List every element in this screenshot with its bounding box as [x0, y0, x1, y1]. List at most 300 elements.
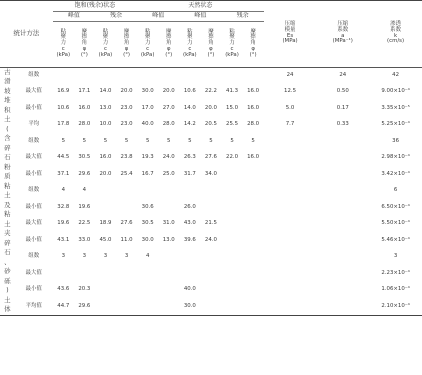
table-cell: 5 — [230, 137, 234, 144]
table-cell: 14.0 — [183, 104, 196, 111]
column-header-char: 摩 — [208, 28, 214, 35]
table-cell — [221, 282, 242, 299]
table-cell — [316, 183, 369, 200]
column-header — [179, 21, 200, 67]
column-header-char: 擦 — [250, 34, 256, 41]
column-header-char: 聚 — [144, 34, 151, 41]
table-cell — [200, 266, 221, 283]
column-header-char: φ — [166, 45, 171, 52]
table-cell: 27.0 — [162, 104, 175, 111]
table-cell: 23.0 — [120, 104, 133, 111]
soil-type-char: 滑 — [4, 77, 11, 85]
header-sub-residual-2: 残余 — [221, 11, 263, 21]
table-cell: 33.0 — [78, 236, 91, 243]
row-label: 平均值 — [25, 302, 42, 309]
table-cell — [179, 68, 200, 85]
table-cell: 0.33 — [336, 121, 349, 128]
column-header-char: 聚 — [60, 34, 66, 41]
table-cell: 16.0 — [247, 104, 260, 111]
column-header-char: 聚 — [102, 34, 109, 41]
column-header-char: 粘 — [229, 28, 235, 35]
soil-type-char: 积 — [4, 105, 11, 114]
column-header-char: (kPa) — [225, 51, 239, 58]
table-cell — [221, 233, 242, 250]
table-cell: 3 — [103, 253, 108, 260]
row-label: 最小值 — [25, 104, 42, 111]
table-cell — [221, 216, 242, 233]
table-cell — [221, 299, 242, 316]
table-cell — [243, 68, 264, 85]
table-cell: 3 — [82, 253, 87, 260]
table-cell — [316, 134, 369, 151]
table-row — [0, 216, 422, 233]
table-cell: 43.0 — [183, 220, 196, 227]
table-cell — [243, 282, 264, 299]
table-cell: 24.0 — [204, 236, 217, 243]
soil-type-char: 土 — [4, 115, 11, 123]
table-cell — [179, 183, 200, 200]
table-cell: 5 — [145, 137, 150, 144]
column-header-char: c — [230, 45, 234, 52]
table-cell: 30.0 — [141, 88, 154, 95]
table-cell: 5 — [124, 137, 129, 144]
table-cell — [137, 266, 158, 283]
table-cell: 17.0 — [141, 104, 154, 111]
header-sub-peak-3: 峰值 — [179, 11, 221, 21]
column-header-char: 粘 — [144, 28, 151, 35]
table-cell: 19.6 — [57, 220, 70, 227]
table-cell: 40.0 — [183, 286, 196, 293]
table-cell — [158, 266, 179, 283]
table-cell — [95, 282, 116, 299]
table-cell — [95, 266, 116, 283]
table-cell: 20.0 — [99, 170, 112, 177]
table-cell: 20.0 — [162, 88, 175, 95]
header-group-natural: 天然状态 — [137, 1, 264, 11]
table-cell — [316, 200, 369, 217]
table-cell: 42 — [392, 71, 399, 78]
table-cell: 43.6 — [57, 286, 70, 293]
table-cell: 31.7 — [183, 170, 196, 177]
column-header-char: c — [103, 45, 107, 52]
table-cell: 27.6 — [204, 154, 217, 161]
row-label: 最小值 — [25, 286, 42, 293]
table-cell — [264, 266, 317, 283]
table-cell — [243, 233, 264, 250]
table-row — [0, 249, 422, 266]
header-sub-peak-2: 峰值 — [137, 11, 179, 21]
table-cell: 3 — [393, 253, 398, 260]
soil-type-char: ( — [6, 124, 9, 133]
table-cell — [243, 266, 264, 283]
table-cell: 10.0 — [99, 121, 112, 128]
soil-type-char: 粉 — [4, 162, 11, 171]
table-cell — [137, 299, 158, 316]
table-cell: 31.0 — [162, 220, 175, 227]
table-cell: 45.0 — [99, 236, 112, 243]
table-cell — [158, 282, 179, 299]
table-cell — [200, 299, 221, 316]
table-cell: 3.42×10⁻⁴ — [381, 170, 410, 177]
table-cell: 44.7 — [57, 302, 70, 309]
table-row — [0, 101, 422, 118]
soil-type-char: 碎 — [4, 143, 11, 152]
table-cell: 44.5 — [57, 154, 70, 161]
table-cell: 5 — [61, 137, 65, 144]
table-cell — [264, 233, 317, 250]
column-header-char: φ — [82, 45, 87, 52]
table-cell — [243, 249, 264, 266]
table-cell — [264, 167, 317, 184]
table-cell — [316, 266, 369, 283]
table-cell — [264, 249, 317, 266]
table-cell — [243, 216, 264, 233]
table-cell — [243, 299, 264, 316]
table-row — [0, 299, 422, 316]
table-cell — [137, 183, 158, 200]
row-label: 平均 — [28, 121, 40, 128]
table-cell — [116, 183, 137, 200]
column-header-char: 擦 — [166, 34, 172, 41]
table-cell: 40.0 — [141, 121, 154, 128]
table-cell: 22.2 — [204, 88, 217, 95]
row-label: 最小值 — [25, 236, 42, 243]
table-cell — [53, 266, 74, 283]
column-header — [158, 21, 179, 67]
table-cell: 5 — [167, 137, 171, 144]
table-cell: 3 — [124, 253, 129, 260]
table-row — [0, 282, 422, 299]
column-header-char: (kPa) — [140, 51, 155, 58]
row-label: 最小值 — [25, 170, 42, 177]
soil-type-char: 含 — [4, 134, 11, 142]
table-cell: 14.0 — [99, 88, 112, 95]
table-cell — [316, 299, 369, 316]
table-cell: 4 — [82, 187, 87, 194]
table-cell: 17.8 — [57, 121, 70, 128]
table-cell: 22.5 — [78, 220, 91, 227]
table-cell — [74, 266, 95, 283]
row-label: 组数 — [28, 253, 40, 260]
table-cell — [264, 216, 317, 233]
table-cell: 16.9 — [57, 88, 70, 95]
table-cell: 2.98×10⁻⁴ — [381, 154, 410, 161]
table-cell — [158, 200, 179, 217]
table-cell: 6 — [393, 187, 398, 194]
column-header-char: 力 — [187, 40, 193, 47]
table-cell: 19.6 — [78, 203, 91, 210]
table-cell: 4 — [145, 253, 150, 260]
soil-type-char: 石 — [4, 248, 11, 256]
column-header-char: 粘 — [102, 28, 109, 35]
table-cell: 30.5 — [78, 154, 91, 161]
soil-type-char: 堆 — [4, 96, 11, 104]
table-cell — [158, 68, 179, 85]
column-header-char: (°) — [207, 51, 215, 58]
column-header — [137, 21, 158, 67]
column-header-char: 角 — [123, 40, 130, 47]
table-cell: 36 — [392, 137, 399, 144]
table-cell — [116, 200, 137, 217]
table-cell: 28.0 — [78, 121, 91, 128]
header-sub-peak-1: 峰值 — [53, 11, 95, 21]
table-cell — [264, 150, 317, 167]
column-header-char: 力 — [144, 40, 151, 47]
table-cell: 25.4 — [120, 170, 133, 177]
table-cell: 18.9 — [99, 220, 112, 227]
soil-type-char: 砾 — [4, 276, 11, 285]
row-label: 最小值 — [25, 203, 42, 210]
column-header-char: (°) — [249, 51, 257, 58]
table-cell — [264, 134, 317, 151]
column-header-char: 角 — [166, 40, 172, 47]
table-cell: 3.35×10⁻⁵ — [381, 104, 410, 111]
table-cell: 26.0 — [183, 203, 196, 210]
table-row — [0, 150, 422, 167]
soil-type-char: 土 — [4, 191, 11, 199]
table-cell — [95, 183, 116, 200]
soil-type-char: 坡 — [4, 86, 11, 95]
column-header-char: 擦 — [123, 34, 130, 41]
table-cell — [95, 299, 116, 316]
column-header — [243, 21, 264, 67]
table-cell: 32.8 — [57, 203, 70, 210]
header-compression-modulus: 压缩 模量 Es (MPa) — [282, 21, 298, 45]
table-cell: 37.1 — [57, 170, 70, 177]
column-header-char: c — [61, 45, 65, 52]
table-cell — [221, 167, 242, 184]
column-header-char: (kPa) — [98, 51, 113, 58]
table-row — [0, 266, 422, 283]
header-permeability: 渗透 系数 k (cm/s) — [387, 21, 405, 45]
column-header-char: (kPa) — [183, 51, 197, 58]
table-cell — [116, 299, 137, 316]
column-header — [116, 21, 137, 67]
table-cell — [264, 282, 317, 299]
table-cell: 5.50×10⁻⁴ — [381, 220, 410, 227]
table-cell — [158, 183, 179, 200]
table-row — [0, 134, 422, 151]
table-cell — [316, 233, 369, 250]
column-header-char: 摩 — [81, 28, 88, 35]
table-cell: 28.0 — [247, 121, 260, 128]
column-header — [95, 21, 116, 67]
table-cell — [221, 68, 242, 85]
table-cell: 23.8 — [120, 154, 133, 161]
table-cell — [316, 282, 369, 299]
column-header-char: (kPa) — [56, 51, 71, 58]
table-row — [0, 167, 422, 184]
table-cell: 25.0 — [162, 170, 175, 177]
table-cell: 28.0 — [162, 121, 175, 128]
table-cell: 21.5 — [204, 220, 217, 227]
soil-type-char: 体 — [4, 305, 11, 313]
table-cell: 13.0 — [99, 104, 112, 111]
table-cell: 5.46×10⁻⁴ — [381, 236, 410, 243]
table-cell: 0.50 — [336, 88, 349, 95]
table-row — [0, 183, 422, 200]
table-cell — [316, 216, 369, 233]
column-header-char: (°) — [165, 51, 173, 58]
column-header-char: 粘 — [60, 28, 66, 35]
table-cell — [243, 167, 264, 184]
table-cell: 41.3 — [226, 88, 239, 95]
table-cell — [200, 68, 221, 85]
table-cell: 10.6 — [183, 88, 196, 95]
table-cell — [74, 68, 95, 85]
table-cell — [200, 282, 221, 299]
table-cell: 3 — [61, 253, 65, 260]
row-label: 组数 — [28, 137, 40, 144]
column-header-char: 力 — [102, 40, 109, 47]
soil-type-char: 粘 — [4, 181, 11, 190]
table-cell: 20.5 — [204, 121, 217, 128]
row-label: 最大值 — [25, 220, 42, 227]
table-cell: 20.0 — [204, 104, 217, 111]
column-header-char: 聚 — [229, 34, 235, 41]
column-header — [221, 21, 242, 67]
table-cell — [221, 183, 242, 200]
row-label: 最大值 — [25, 154, 42, 161]
table-cell: 5.0 — [285, 104, 295, 111]
table-row — [0, 233, 422, 250]
column-header-char: 摩 — [166, 28, 172, 35]
table-cell — [95, 68, 116, 85]
soil-type-label — [0, 68, 15, 316]
column-header-char: (°) — [123, 51, 131, 58]
column-header-char: 粘 — [187, 28, 193, 35]
table-cell: 0.17 — [336, 104, 349, 111]
table-cell: 16.0 — [99, 154, 112, 161]
table-cell: 20.3 — [78, 286, 91, 293]
row-label: 组数 — [28, 71, 40, 78]
soil-type-char: 石 — [4, 153, 11, 161]
table-cell: 5.25×10⁻⁴ — [381, 121, 410, 128]
table-cell: 17.1 — [78, 88, 91, 95]
table-cell: 6.50×10⁻⁴ — [381, 203, 410, 210]
table-cell: 2.10×10⁻⁴ — [381, 302, 410, 309]
column-header-char: c — [146, 45, 150, 52]
table-cell — [53, 68, 74, 85]
header-compression-coefficient: 压缩 系数 a (MPa⁻¹) — [332, 21, 353, 45]
table-cell: 30.6 — [141, 203, 154, 210]
column-header-char: 角 — [250, 40, 256, 47]
table-row — [0, 84, 422, 101]
table-cell — [158, 249, 179, 266]
soil-type-char: 砂 — [4, 267, 11, 275]
table-cell — [116, 266, 137, 283]
column-header-char: 聚 — [187, 34, 193, 41]
table-cell — [316, 249, 369, 266]
table-cell: 15.0 — [226, 104, 239, 111]
table-cell — [264, 183, 317, 200]
table-cell — [243, 183, 264, 200]
table-cell — [221, 266, 242, 283]
column-header-char: 擦 — [81, 34, 88, 41]
table-cell — [179, 249, 200, 266]
row-label: 组数 — [28, 187, 40, 194]
table-cell — [316, 150, 369, 167]
soil-type-char: 粘 — [4, 210, 11, 218]
soil-type-char: 、 — [4, 257, 11, 266]
table-cell: 7.7 — [285, 121, 295, 128]
table-cell: 5 — [209, 137, 213, 144]
table-cell: 30.0 — [141, 236, 154, 243]
table-cell: 12.5 — [284, 88, 297, 95]
table-cell: 5 — [82, 137, 87, 144]
soil-type-char: 夹 — [4, 229, 11, 237]
table-cell — [243, 200, 264, 217]
table-cell — [179, 266, 200, 283]
header-stat-method: 统计方法 — [13, 29, 40, 38]
table-row — [0, 200, 422, 217]
table-cell: 5 — [251, 137, 255, 144]
table-cell: 43.1 — [57, 236, 70, 243]
table-cell: 9.00×10⁻⁴ — [381, 88, 410, 95]
table-cell: 5 — [188, 137, 192, 144]
soil-type-char: 质 — [4, 172, 11, 180]
table-cell: 23.0 — [120, 121, 133, 128]
soil-type-char: 及 — [4, 200, 11, 209]
table-row — [0, 117, 422, 134]
table-cell — [221, 200, 242, 217]
table-cell — [264, 200, 317, 217]
column-header-char: φ — [251, 45, 255, 52]
column-header-char: 摩 — [250, 28, 256, 35]
table-cell: 24.0 — [162, 154, 175, 161]
table-cell: 11.0 — [120, 236, 133, 243]
table-cell — [158, 299, 179, 316]
table-cell: 13.0 — [162, 236, 175, 243]
row-label: 最大值 — [25, 269, 42, 276]
table-cell: 30.0 — [183, 302, 196, 309]
table-cell — [95, 200, 116, 217]
column-header-char: 角 — [208, 40, 214, 47]
column-header-char: (°) — [80, 51, 88, 58]
table-cell — [200, 249, 221, 266]
column-header-char: 力 — [60, 40, 66, 47]
table-cell: 29.6 — [78, 170, 91, 177]
table-cell: 22.0 — [226, 154, 239, 161]
row-label: 最大值 — [25, 88, 42, 95]
column-header-char: 力 — [229, 40, 235, 47]
column-header-char: 角 — [81, 40, 88, 47]
table-cell — [221, 249, 242, 266]
table-cell — [264, 299, 317, 316]
soil-type-char: ) — [6, 286, 9, 294]
table-cell — [200, 200, 221, 217]
table-cell: 16.0 — [247, 88, 260, 95]
soil-type-char: 古 — [4, 67, 11, 76]
table-cell: 16.0 — [78, 104, 91, 111]
table-cell — [137, 282, 158, 299]
table-cell: 39.6 — [183, 236, 196, 243]
table-cell: 19.3 — [141, 154, 154, 161]
column-header — [53, 21, 74, 67]
soil-type-char: 土 — [4, 295, 11, 304]
column-header-char: 擦 — [208, 34, 214, 41]
header-group-saturated: 饱和(残余)状态 — [53, 1, 137, 11]
table-cell: 5 — [103, 137, 108, 144]
table-cell: 24 — [339, 71, 347, 78]
table-cell: 1.06×10⁻⁴ — [381, 286, 410, 293]
table-cell — [137, 68, 158, 85]
table-cell — [200, 183, 221, 200]
table-cell: 26.3 — [183, 154, 196, 161]
table-cell: 25.5 — [226, 121, 239, 128]
column-header-char: c — [188, 45, 192, 52]
table-cell: 30.5 — [141, 220, 154, 227]
